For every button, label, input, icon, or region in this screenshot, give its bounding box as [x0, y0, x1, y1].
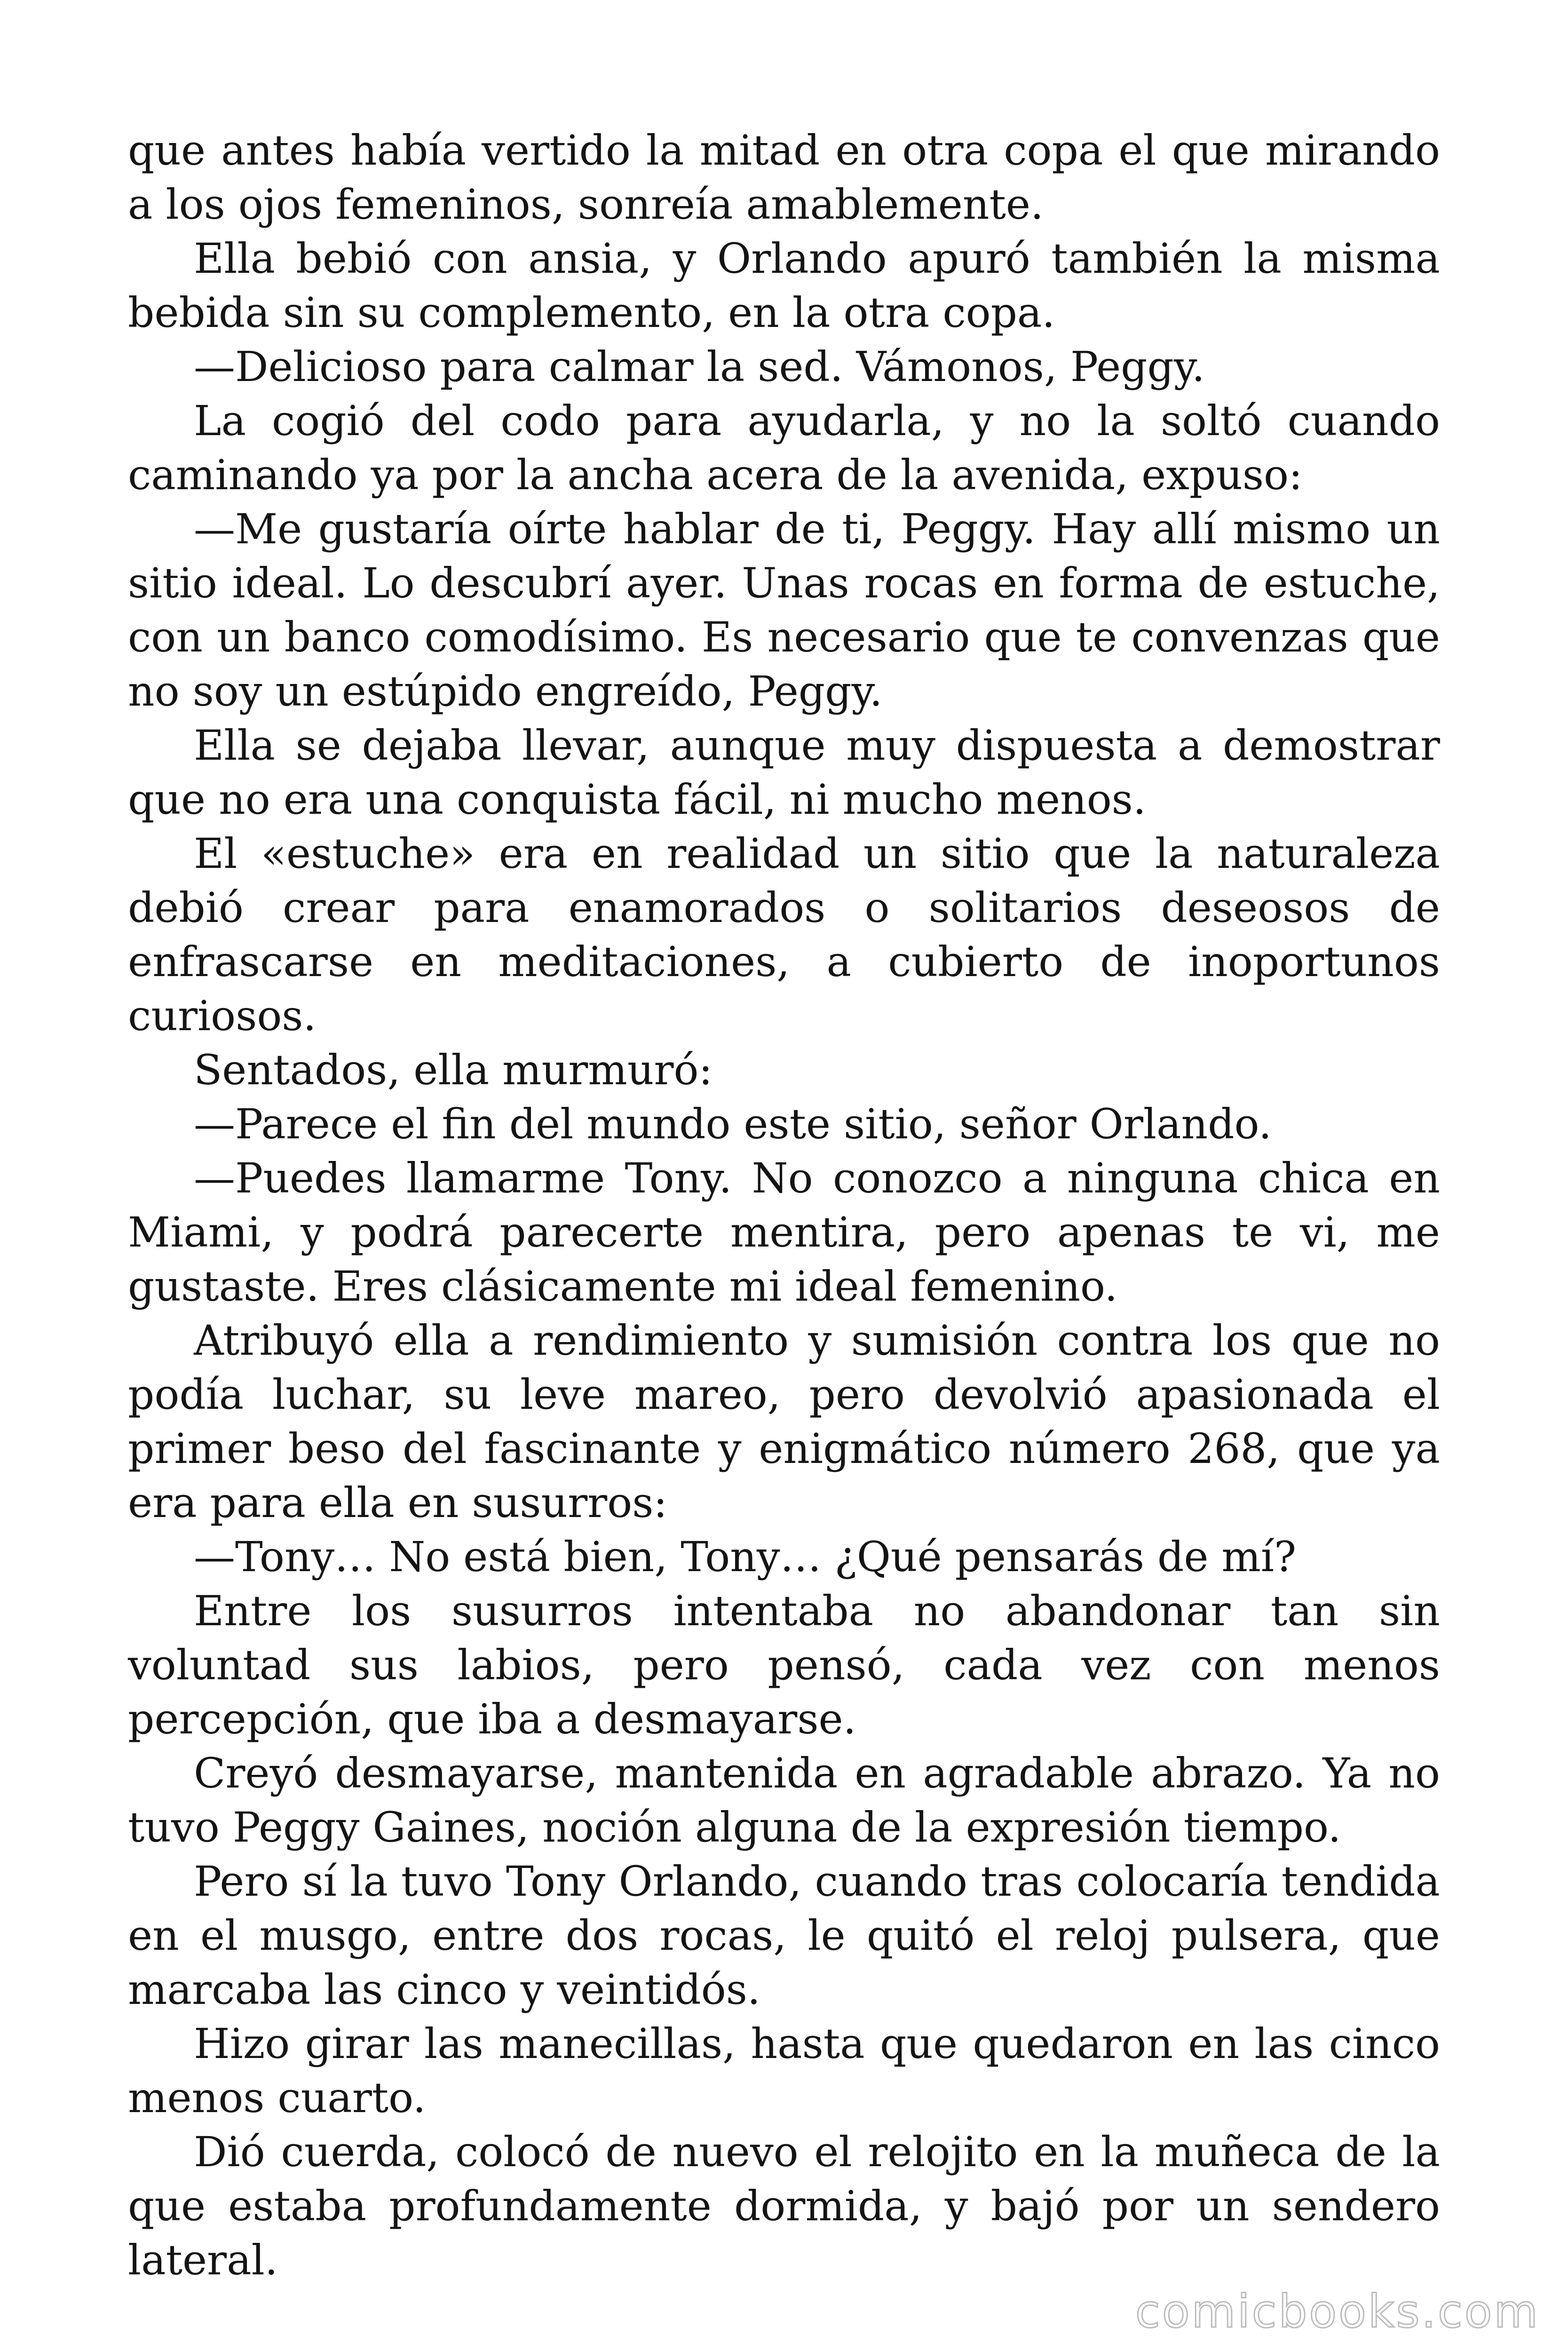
paragraph: Atribuyó ella a rendimiento y sumisión contra los que no podía luchar, su leve mareo, pero devolvió apasionada el primer beso del fascinante y enigmático número 268, que ya era para ella en susurros: [128, 1316, 1440, 1527]
paragraph: Creyó desmayarse, mantenida en agradable abrazo. Ya no tuvo Peggy Gaines, noción alguna de la expresión tiempo. [128, 1749, 1440, 1851]
paragraph: —Puedes llamarme Tony. No conozco a ninguna chica en Miami, y podrá parecerte mentira, pero apenas te vi, me gustaste. Eres clásicamente mi ideal femenino. [128, 1154, 1440, 1311]
paragraph: El «estuche» era en realidad un sitio que la naturaleza debió crear para enamorados o solitarios deseosos de enfrascarse en meditaciones, a cubierto de inoportunos curiosos. [128, 829, 1440, 1040]
paragraph: Entre los susurros intentaba no abandonar tan sin voluntad sus labios, pero pensó, cada vez con menos percepción, que iba a desmayarse. [128, 1587, 1440, 1743]
paragraph: Sentados, ella murmuró: [194, 1046, 713, 1094]
paragraph: La cogió del codo para ayudarla, y no la soltó cuando caminando ya por la ancha acera de la avenida, expuso: [128, 397, 1440, 499]
paragraph: que antes había vertido la mitad en otra copa el que mirando a los ojos femeninos, sonreía amablemente. [128, 126, 1440, 229]
book-page-text [128, 123, 1440, 2287]
paragraph: Pero sí la tuvo Tony Orlando, cuando tras colocaría tendida en el musgo, entre dos rocas, le quitó el reloj pulsera, que marcaba las cinco y veintidós. [128, 1857, 1440, 2014]
paragraph: Dió cuerda, colocó de nuevo el relojito en la muñeca de la que estaba profundamente dormida, y bajó por un sendero lateral. [128, 2128, 1440, 2284]
paragraph: —Tony… No está bien, Tony… ¿Qué pensarás de mí? [194, 1533, 1297, 1581]
paragraph: —Delicioso para calmar la sed. Vámonos, Peggy. [194, 342, 1205, 391]
paragraph: Ella bebió con ansia, y Orlando apuró también la misma bebida sin su complemento, en la otra copa. [128, 234, 1440, 337]
paragraph: —Parece el fin del mundo este sitio, señor Orlando. [194, 1100, 1272, 1148]
watermark: comicbooks.com [1135, 2285, 1540, 2338]
paragraph: Hizo girar las manecillas, hasta que quedaron en las cinco menos cuarto. [128, 2019, 1440, 2122]
paragraph: Ella se dejaba llevar, aunque muy dispuesta a demostrar que no era una conquista fácil, ni mucho menos. [128, 721, 1440, 824]
paragraph: —Me gustaría oírte hablar de ti, Peggy. Hay allí mismo un sitio ideal. Lo descubrí ayer. Unas rocas en forma de estuche, con un banco comodísimo. Es necesario que te convenzas que no soy un estúpido engreído, Peggy. [128, 505, 1440, 715]
